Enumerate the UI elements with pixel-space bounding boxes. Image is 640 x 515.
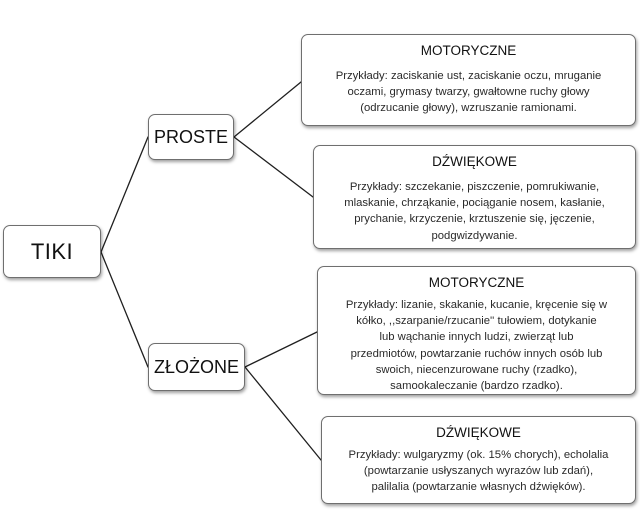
leaf-node-proste-dzwiekowe [313,145,636,249]
connector-root-proste [101,137,148,252]
leaf-node-line: kółko, ,,szarpanie/rzucanie'' tułowiem, dotykanie [356,315,597,328]
connector-zlozone-motoryczne [245,332,317,367]
leaf-node-title: DŹWIĘKOWE [436,425,521,440]
root-node-label: TIKI [30,238,74,264]
leaf-node-line: podgwizdywanie. [431,229,518,242]
leaf-node-title: MOTORYCZNE [420,43,517,58]
leaf-node-title: DŹWIĘKOWE [432,154,517,169]
leaf-node-line: przedmiotów, powtarzanie ruchów innych osób lub [350,347,603,360]
branch-node-label: PROSTE [153,126,228,147]
leaf-node-title: MOTORYCZNE [428,275,525,290]
branch-node-label: ZŁOŻONE [153,356,239,377]
leaf-node-description [332,447,625,496]
leaf-node-zlozone-motoryczne [317,266,636,395]
leaf-node-line: Przykłady: wulgaryzmy (ok. 15% chorych), echolalia [348,449,609,461]
leaf-node-line: Przykłady: lizanie, skakanie, kucanie, kręcenie się w [345,299,608,311]
leaf-node-line: swoich, niecenzurowane ruchy (rzadko), [375,363,578,376]
connector-zlozone-dzwiekowe [245,367,321,460]
connector-proste-motoryczne [234,82,301,137]
leaf-node-line: (powtarzanie usłyszanych wyrazów lub zdań), [363,465,594,478]
leaf-node-line: mlaskanie, chrząkanie, pociąganie nosem, kasłanie, [344,197,605,210]
root-node-tiki [3,225,101,278]
leaf-node-line: palilalia (powtarzanie własnych dźwięków). [371,481,586,494]
leaf-node-description [328,297,625,394]
leaf-node-line: oczami, grymasy twarzy, gwałtowne ruchy głowy [347,86,590,99]
connector-root-zlozone [101,252,148,367]
leaf-node-description [324,179,625,244]
leaf-node-line: Przykłady: szczekanie, piszczenie, pomrukiwanie, [349,181,600,193]
connector-proste-dzwiekowe [234,137,313,197]
leaf-node-line: lub wąchanie innych ludzi, zwierząt lub [379,331,574,344]
leaf-node-line: prychanie, krzyczenie, krztuszenie się, jęczenie, [354,213,595,226]
leaf-node-description [312,68,625,117]
leaf-node-zlozone-dzwiekowe [321,416,636,504]
leaf-node-line: Przykłady: zaciskanie ust, zaciskanie oczu, mruganie [335,70,602,82]
branch-node-zlozone [148,343,245,391]
leaf-node-proste-motoryczne [301,34,636,126]
leaf-node-line: (odrzucanie głowy), wzruszanie ramionami. [360,102,577,115]
leaf-node-line: samookaleczanie (bardzo rzadko). [390,380,563,393]
branch-node-proste [148,114,234,160]
